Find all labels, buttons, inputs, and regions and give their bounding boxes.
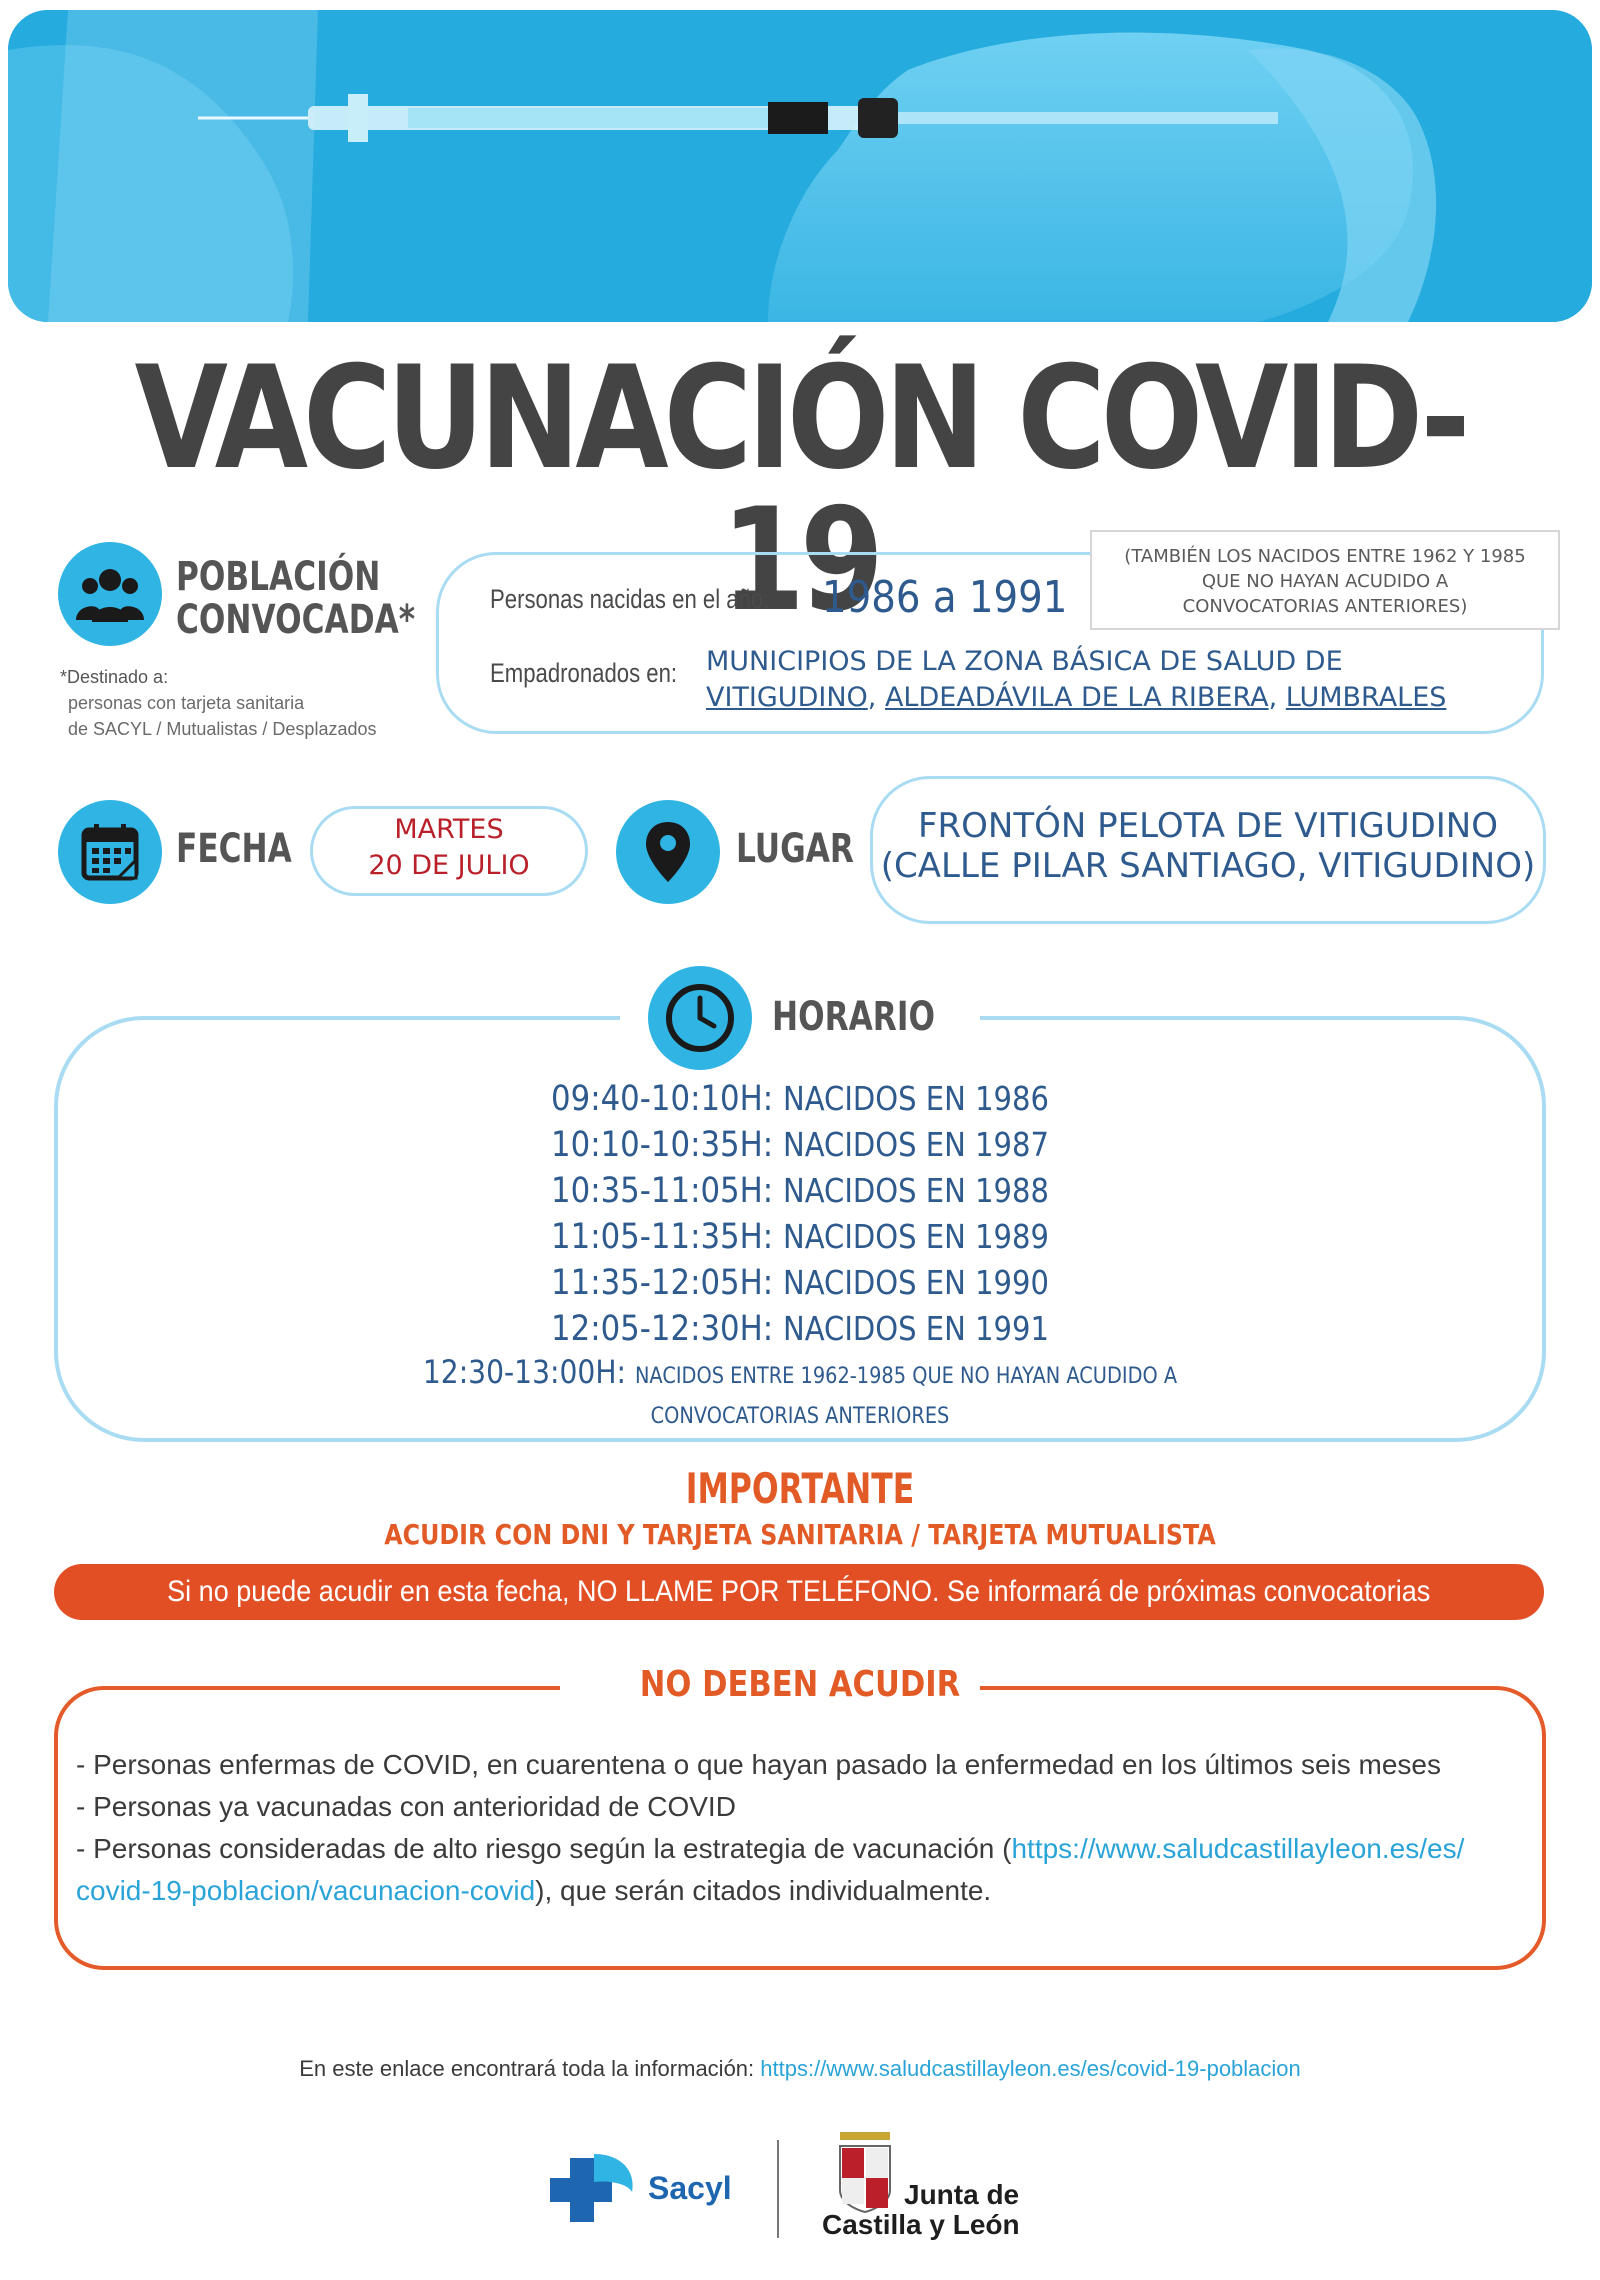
lugar-value: FRONTÓN PELOTA DE VITIGUDINO (CALLE PILAR SANTIAGO, VITIGUDINO) xyxy=(880,806,1536,886)
municipality-link: VITIGUDINO xyxy=(706,682,868,713)
clock-icon xyxy=(648,966,752,1070)
fecha-label: FECHA xyxy=(176,826,292,872)
municipalities: MUNICIPIOS DE LA ZONA BÁSICA DE SALUD DE VITIGUDINO, ALDEADÁVILA DE LA RIBERA, LUMBRALES xyxy=(706,646,1447,713)
junta-logo-text: Junta de Castilla y León xyxy=(822,2179,1020,2240)
horario-label: HORARIO xyxy=(772,994,935,1040)
poblacion-note: *Destinado a: personas con tarjeta sanitaria de SACYL / Mutualistas / Desplazados xyxy=(60,667,377,739)
birth-years: 1986 a 1991 xyxy=(822,572,1068,623)
hero-image xyxy=(8,10,1592,322)
schedule-row: 10:35-11:05H: NACIDOS EN 1988 xyxy=(551,1171,1049,1211)
vaccination-strategy-link-cont[interactable]: covid-19-poblacion/vacunacion-covid xyxy=(76,1875,536,1906)
registered-label: Empadronados en: xyxy=(490,658,678,688)
location-pin-icon xyxy=(616,800,720,904)
schedule-list xyxy=(0,1076,1600,1432)
schedule-row-last-cont: CONVOCATORIAS ANTERIORES xyxy=(650,1404,950,1429)
footer-info: En este enlace encontrará toda la información: https://www.saludcastillayleon.es/es/covid-19-poblacion xyxy=(299,2056,1301,2081)
list-item: - Personas enfermas de COVID, en cuarentena o que hayan pasado la enfermedad en los últimos seis meses xyxy=(76,1749,1441,1780)
importante-subtitle: ACUDIR CON DNI Y TARJETA SANITARIA / TARJETA MUTUALISTA xyxy=(384,1518,1216,1551)
schedule-row: 11:35-12:05H: NACIDOS EN 1990 xyxy=(551,1263,1049,1303)
born-label: Personas nacidas en el año: xyxy=(490,584,770,614)
vaccination-strategy-link[interactable]: https://www.saludcastillayleon.es/es/ xyxy=(1011,1833,1465,1864)
syringe-illustration xyxy=(8,10,1592,322)
municipality-link: LUMBRALES xyxy=(1285,682,1447,713)
poblacion-label: POBLACIÓN CONVOCADA* xyxy=(176,554,416,644)
warning-banner: Si no puede acudir en esta fecha, NO LLAME POR TELÉFONO. Se informará de próximas convocatorias xyxy=(54,1564,1544,1620)
info-link[interactable]: https://www.saludcastillayleon.es/es/covid-19-poblacion xyxy=(760,2056,1301,2081)
lugar-label: LUGAR xyxy=(736,826,854,872)
municipality-link: ALDEADÁVILA DE LA RIBERA xyxy=(884,682,1269,713)
no-deben-title: NO DEBEN ACUDIR xyxy=(639,1664,961,1705)
sacyl-logo-text: Sacyl xyxy=(648,2170,732,2206)
also-born-note: (TAMBIÉN LOS NACIDOS ENTRE 1962 Y 1985 QUE NO HAYAN ACUDIDO A CONVOCATORIAS ANTERIORES) xyxy=(1090,530,1560,630)
schedule-row: 12:05-12:30H: NACIDOS EN 1991 xyxy=(551,1309,1049,1349)
schedule-row: 10:10-10:35H: NACIDOS EN 1987 xyxy=(551,1125,1049,1165)
schedule-row: 09:40-10:10H: NACIDOS EN 1986 xyxy=(551,1079,1049,1119)
no-deben-list: - Personas enfermas de COVID, en cuarentena o que hayan pasado la enfermedad en los últimos seis meses - Personas ya vacunadas con anterioridad de COVID - Personas consideradas de alto riesgo según la estrategia de vacunación (https://www.saludcastillayleon.es/es/ covid-19-poblacion/vacunacion-covid), que serán citados individualmente. xyxy=(76,1744,1516,1912)
schedule-row: 11:05-11:35H: NACIDOS EN 1989 xyxy=(551,1217,1049,1257)
page-title: VACUNACIÓN COVID-19 xyxy=(134,336,1466,643)
fecha-value: MARTES 20 DE JULIO xyxy=(368,814,530,881)
schedule-row-last: 12:30-13:00H: NACIDOS ENTRE 1962-1985 QUE NO HAYAN ACUDIDO A xyxy=(422,1353,1178,1391)
logo-divider xyxy=(777,2140,779,2238)
list-item: - Personas ya vacunadas con anterioridad de COVID xyxy=(76,1791,736,1822)
list-item: - Personas consideradas de alto riesgo según la estrategia de vacunación (https://www.saludcastillayleon.es/es/ xyxy=(76,1833,1465,1864)
people-icon xyxy=(58,542,162,646)
importante-title: IMPORTANTE xyxy=(685,1464,915,1513)
calendar-icon xyxy=(58,800,162,904)
